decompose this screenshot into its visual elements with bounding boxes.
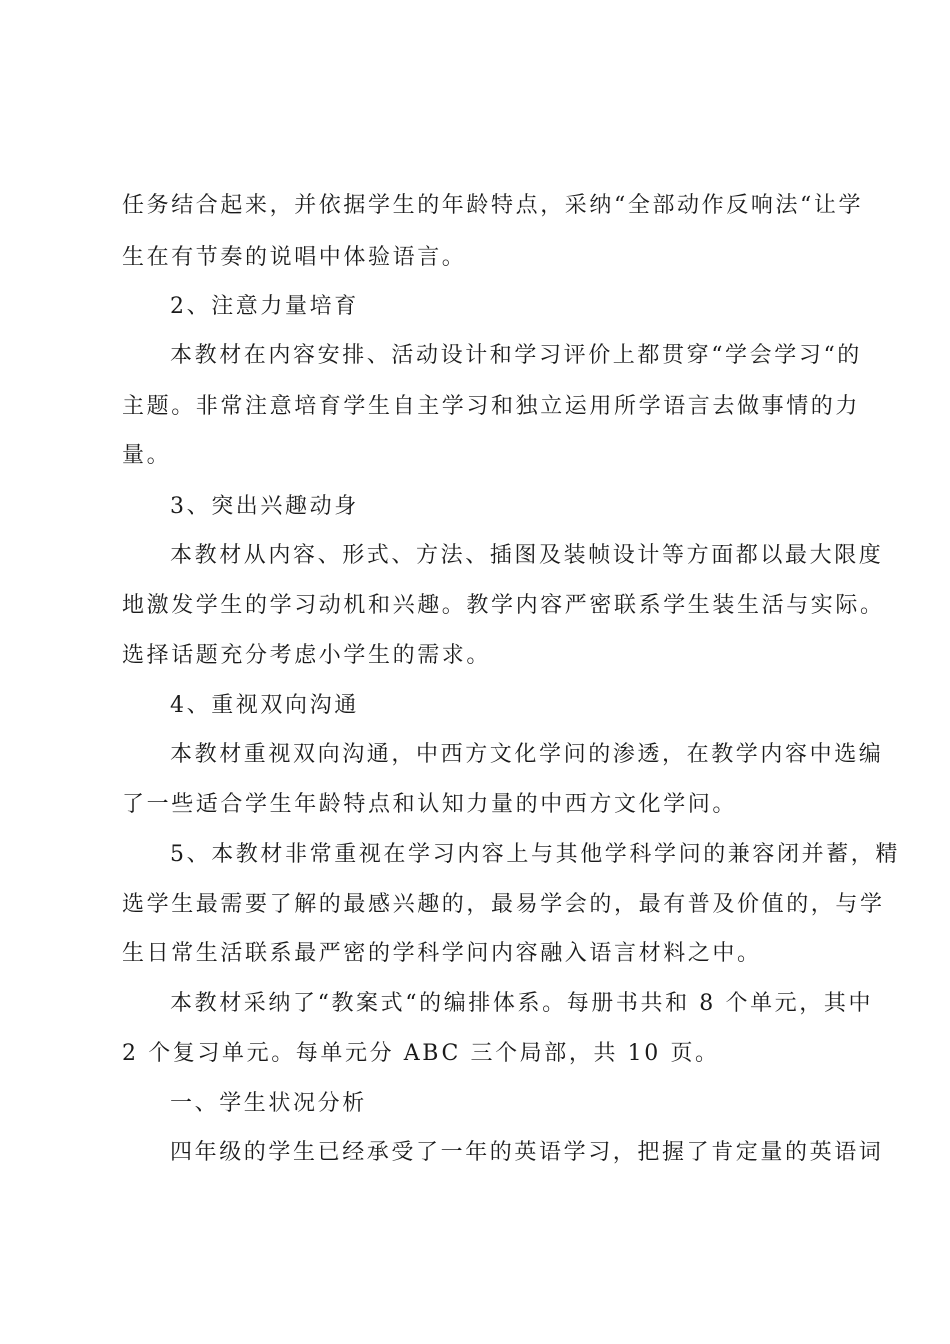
paragraph-line: 生在有节奏的说唱中体验语言。 — [122, 245, 467, 270]
paragraph-line: 本教材重视双向沟通，中西方文化学问的渗透，在教学内容中选编 — [170, 742, 884, 767]
section-heading: 3、突出兴趣动身 — [170, 494, 359, 519]
paragraph-line: 任务结合起来，并依据学生的年龄特点，采纳“全部动作反响法“让学 — [122, 193, 864, 218]
section-heading: 4、重视双向沟通 — [170, 693, 359, 718]
paragraph-line: 本教材采纳了“教案式“的编排体系。每册书共和 8 个单元，其中 — [170, 991, 874, 1016]
paragraph-line: 量。 — [122, 443, 172, 468]
paragraph-line: 本教材从内容、形式、方法、插图及装帧设计等方面都以最大限度 — [170, 543, 884, 568]
paragraph-line: 了一些适合学生年龄特点和认知力量的中西方文化学问。 — [122, 792, 738, 817]
paragraph-line: 本教材在内容安排、活动设计和学习评价上都贯穿“学会学习“的 — [170, 343, 862, 368]
paragraph-line: 主题。非常注意培育学生自主学习和独立运用所学语言去做事情的力 — [122, 394, 861, 419]
section-heading: 2、注意力量培育 — [170, 294, 359, 319]
paragraph-line: 生日常生活联系最严密的学科学问内容融入语言材料之中。 — [122, 941, 762, 966]
paragraph-line: 地激发学生的学习动机和兴趣。教学内容严密联系学生装生活与实际。 — [122, 593, 885, 618]
section-heading: 一、学生状况分析 — [170, 1091, 367, 1116]
paragraph-line: 选学生最需要了解的最感兴趣的，最易学会的，最有普及价值的，与学 — [122, 892, 885, 917]
paragraph-line: 2 个复习单元。每单元分 ABC 三个局部，共 10 页。 — [122, 1041, 720, 1066]
paragraph-line: 选择话题充分考虑小学生的需求。 — [122, 643, 492, 668]
paragraph-line: 四年级的学生已经承受了一年的英语学习，把握了肯定量的英语词 — [170, 1140, 884, 1165]
paragraph-line: 5、本教材非常重视在学习内容上与其他学科学问的兼容闭并蓄，精 — [170, 842, 900, 867]
